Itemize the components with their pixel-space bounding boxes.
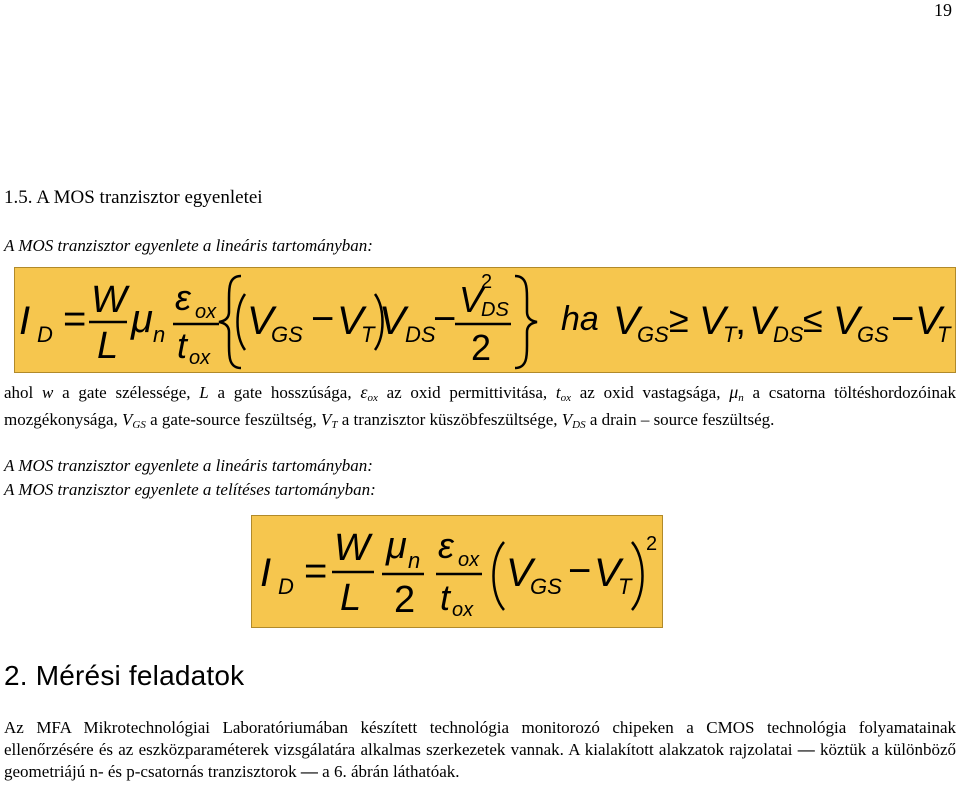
eq1-minus2: −	[433, 297, 457, 341]
eq1-V8: V	[833, 299, 860, 343]
saturation-equation	[252, 516, 662, 627]
eq1-W: W	[91, 279, 127, 321]
eq1-two: 2	[471, 327, 492, 368]
eq1-V2: V	[337, 299, 364, 343]
eq1-right-brace	[515, 276, 537, 368]
body-paragraph: Az MFA Mikrotechnológiai Laboratóriumában készített technológia monitorozó chipeken a CMOS technológia folyamatainak ellenőrzésére és az eszközparaméterek vizsgálatára alkalmas szerkezetek vannak. A kialakított alakzatok rajzolatai — köztük a különböző geometriájú n- és p-csatornás tranzisztorok — a 6. ábrán láthatóak.	[4, 718, 956, 781]
linear-equation-box	[14, 267, 956, 373]
eq2-V2: V	[594, 551, 621, 595]
eq2-right-paren	[632, 542, 643, 610]
eq2-t: t	[440, 577, 451, 618]
eq1-eps-sub: ox	[195, 301, 217, 323]
eq1-V3: V	[379, 299, 406, 343]
eq1-lhs-sub: D	[37, 322, 53, 347]
eq1-V9: V	[915, 299, 942, 343]
eq1-equals: =	[63, 297, 87, 341]
eq2-lhs-I: I	[260, 551, 272, 595]
variable-description: ahol w a gate szélessége, L a gate hosszúsága, $\varepsilon_{ox}$ az oxid permittivitása, $t_{ox}$ az oxid vastagsága, $\mu_n$ a csatorna töltéshordozóinak mozgékonysága, $V_{GS}$ a gate-source feszültség, $V_T$ a tranzisztor küszöbfeszültsége, $V_{DS}$ a drain – source feszültség.	[4, 382, 956, 431]
eq1-V1: V	[247, 299, 274, 343]
linear-equation	[15, 268, 955, 372]
eq2-V1: V	[506, 551, 533, 595]
eq1-t: t	[177, 325, 188, 366]
eq2-T: T	[618, 574, 632, 599]
eq1-mu: μ	[131, 297, 153, 341]
eq2-GS: GS	[530, 574, 562, 599]
eq1-leq: ≤	[803, 299, 823, 340]
eq1-t-sub: ox	[189, 347, 211, 369]
eq2-exp: 2	[646, 533, 658, 555]
saturation-heading: A MOS tranzisztor egyenlete a telítéses tartományban:	[4, 480, 376, 499]
eq2-left-paren	[494, 542, 505, 610]
eq1-lhs-I: I	[19, 299, 31, 343]
eq1-V4: V	[459, 279, 484, 320]
eq1-V7: V	[749, 299, 776, 343]
eq2-t-sub: ox	[452, 599, 474, 621]
eq1-GS3: GS	[857, 322, 889, 347]
eq2-equals: =	[304, 549, 328, 593]
eq1-DS: DS	[405, 322, 436, 347]
eq1-comma: ,	[735, 299, 747, 343]
eq2-L: L	[340, 577, 362, 619]
eq2-mu-sub: n	[408, 548, 421, 573]
eq1-T2: T	[723, 322, 737, 347]
eq1-exp2: 2	[481, 271, 493, 293]
eq1-minus1: −	[311, 297, 335, 341]
eq1-T: T	[361, 322, 375, 347]
page-number: 19	[934, 0, 952, 20]
eq1-V6: V	[699, 299, 726, 343]
eq2-two: 2	[394, 579, 416, 621]
eq2-W: W	[334, 527, 370, 569]
eq1-geq: ≥	[669, 299, 689, 340]
eq1-L: L	[97, 325, 119, 367]
eq2-mu: μ	[386, 525, 407, 567]
linear-heading-repeat: A MOS tranzisztor egyenlete a lineáris tartományban:	[4, 456, 373, 475]
eq1-ha: ha	[561, 300, 599, 338]
eq2-lhs-sub: D	[278, 574, 294, 599]
eq1-GS: GS	[271, 322, 303, 347]
eq1-V5: V	[613, 299, 640, 343]
section-title: 1.5. A MOS tranzisztor egyenletei	[4, 187, 263, 208]
linear-heading: A MOS tranzisztor egyenlete a lineáris tartományban:	[4, 236, 373, 255]
eq1-T3: T	[937, 322, 951, 347]
eq2-minus: −	[568, 549, 592, 593]
eq1-GS2: GS	[637, 322, 669, 347]
eq1-mu-sub: n	[153, 322, 166, 347]
section2-title: 2. Mérési feladatok	[4, 660, 245, 691]
eq1-DS2: DS	[481, 299, 509, 321]
eq1-DS3: DS	[773, 322, 804, 347]
eq2-eps-sub: ox	[458, 549, 480, 571]
eq1-minus3: −	[891, 297, 915, 341]
eq1-eps: ε	[175, 277, 191, 318]
eq2-eps: ε	[438, 525, 454, 566]
eq1-left-paren	[238, 294, 246, 350]
saturation-equation-box	[251, 515, 663, 628]
